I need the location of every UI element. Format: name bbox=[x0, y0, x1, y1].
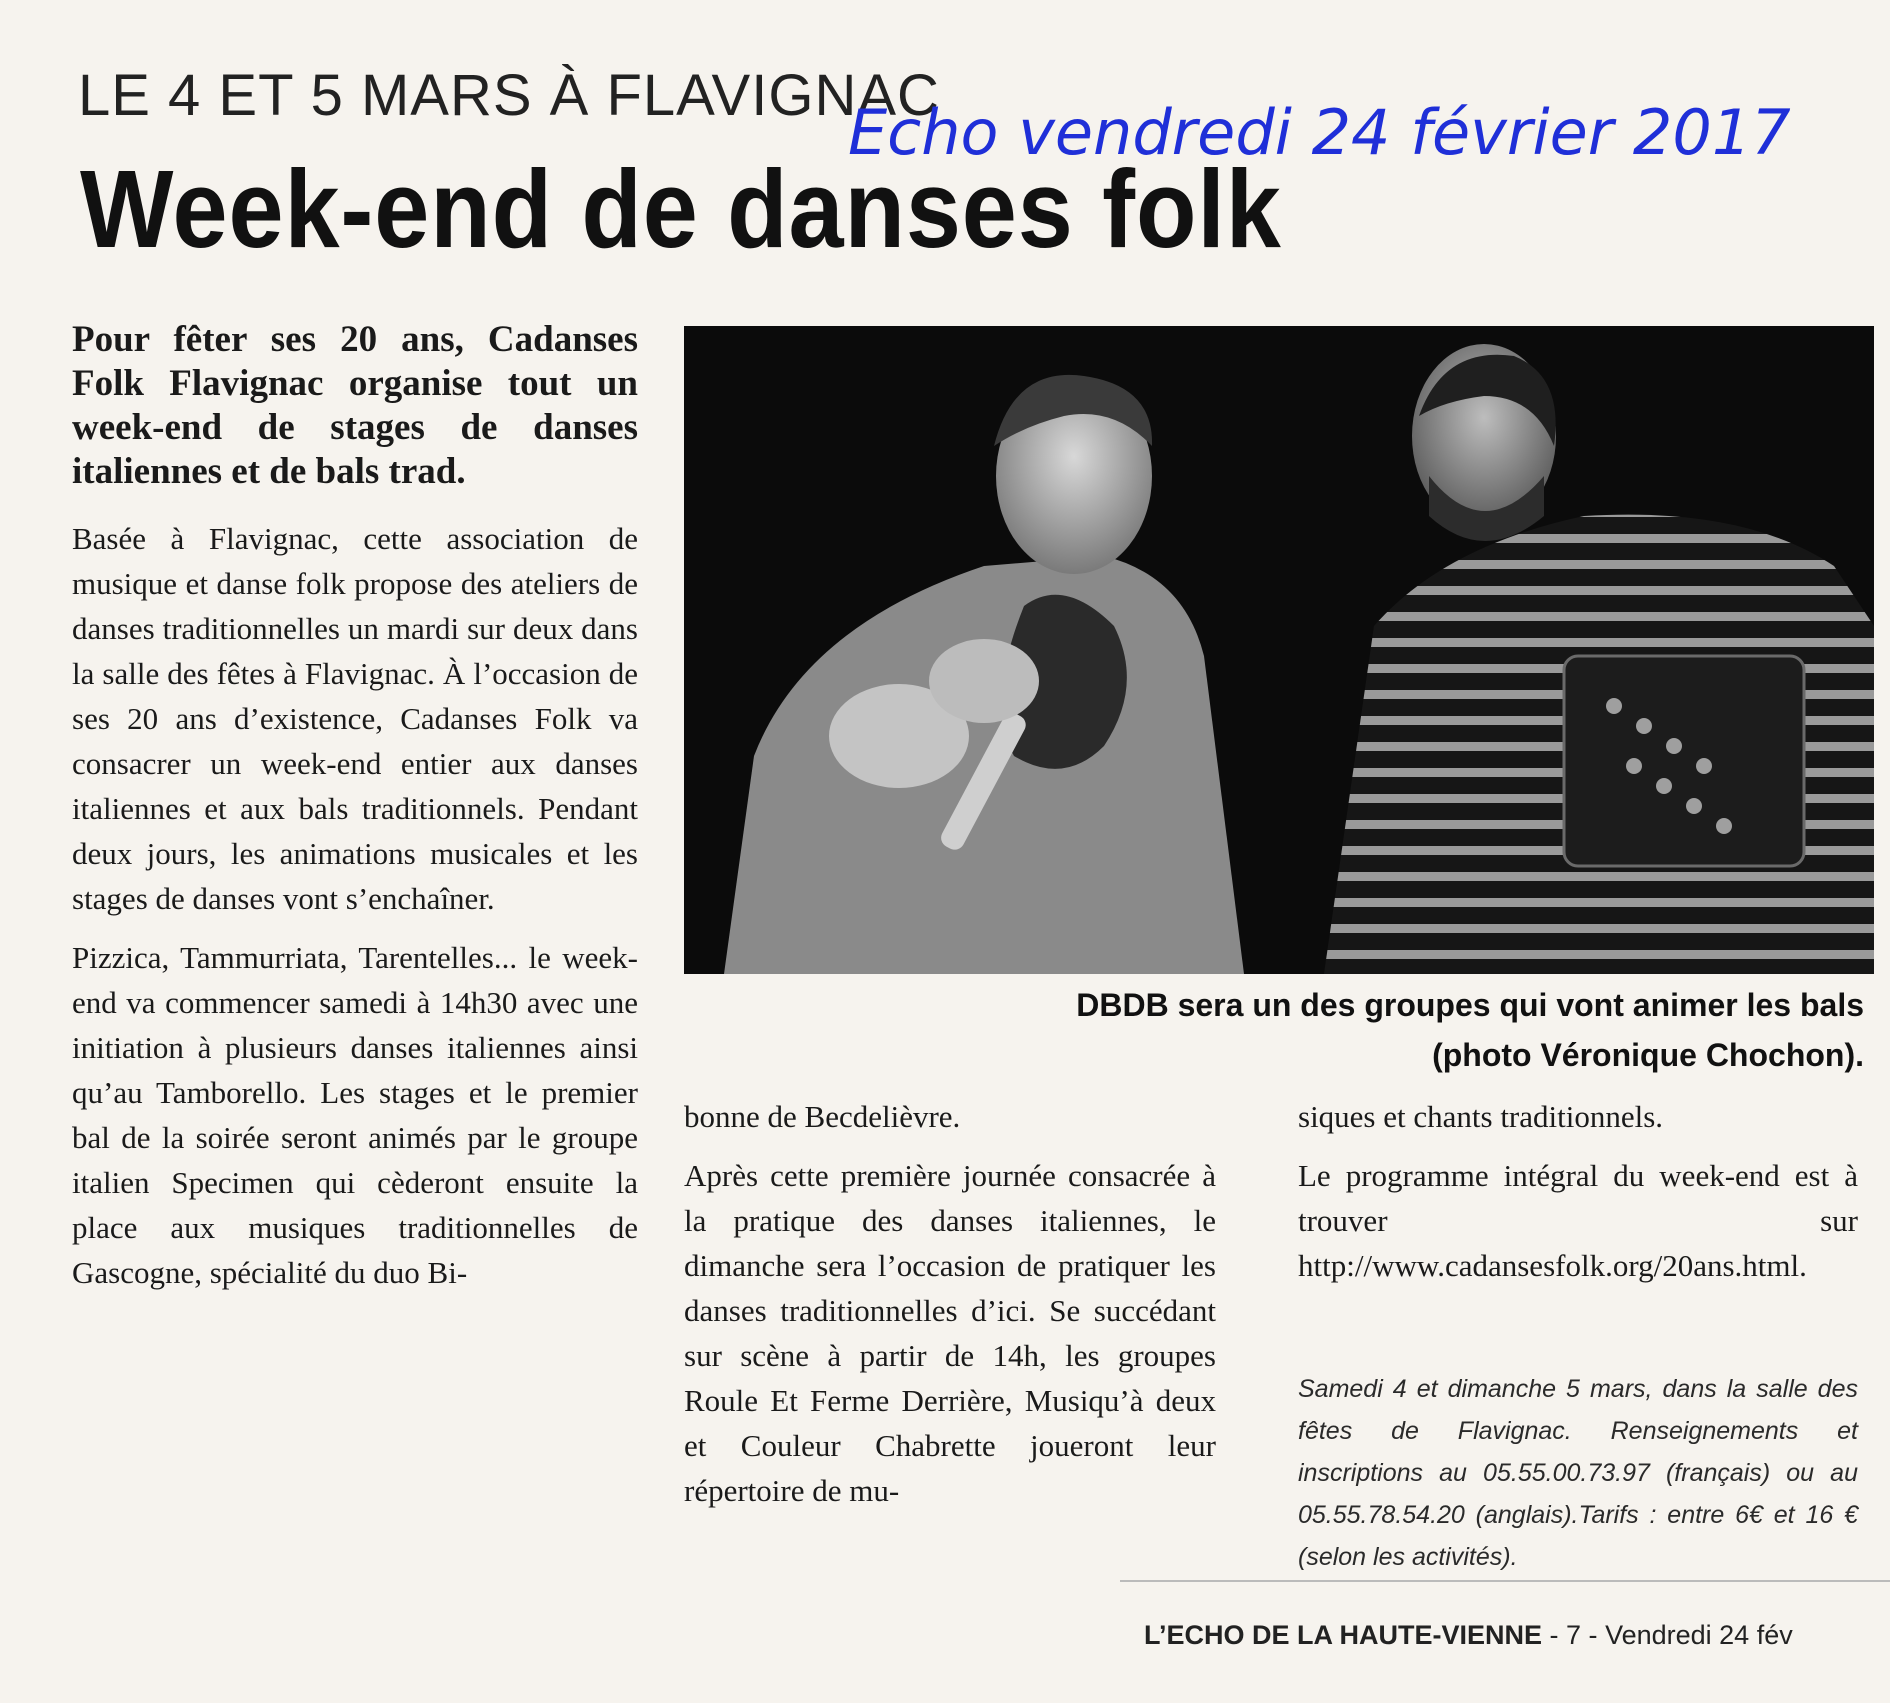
date-stamp: Echo vendredi 24 février 2017 bbox=[848, 96, 1791, 169]
photo-caption-line-1: DBDB sera un des groupes qui vont animer les bals bbox=[1076, 987, 1864, 1023]
column-2 bbox=[684, 1094, 1216, 1513]
page-divider bbox=[1120, 1580, 1890, 1582]
column-2-paragraph-2: Après cette première journée consacrée à la pratique des danses italiennes, le dimanche sera l’occasion de pratiquer les danses traditionnelles d’ici. Se succédant sur scène à partir de 14h, les groupes Roule Et Ferme Derrière, Musiqu’à deux et Couleur Chabrette joueront leur répertoire de mu- bbox=[684, 1158, 1216, 1508]
event-info-box: Samedi 4 et dimanche 5 mars, dans la salle des fêtes de Flavignac. Renseignements et inscriptions au 05.55.00.73.97 (français) ou au 05.55.78.54.20 (anglais).Tarifs : entre 6€ et 16 € (selon les activités). bbox=[1298, 1375, 1858, 1571]
column-3-paragraph-1: siques et chants traditionnels. bbox=[1298, 1099, 1664, 1134]
column-2-paragraph-1: bonne de Becdelièvre. bbox=[684, 1099, 961, 1134]
column-1-paragraph-1: Basée à Flavignac, cette association de musique et danse folk propose des ateliers de danses traditionnelles un mardi sur deux dans la salle des fêtes à Flavignac. À l’occasion de ses 20 ans d’existence, Cadanses Folk va consacrer un week-end entier aux danses italiennes et aux bals traditionnels. Pendant deux jours, les animations musicales et les stages de danses vont s’enchaîner. bbox=[72, 521, 638, 916]
footer-date: Vendredi 24 fév bbox=[1605, 1620, 1793, 1650]
band-photo-illustration bbox=[684, 326, 1874, 974]
band-photo bbox=[684, 326, 1874, 974]
photo-credit: (photo Véronique Chochon). bbox=[1432, 1037, 1864, 1073]
column-1-paragraph-2: Pizzica, Tammurriata, Tarentelles... le week-end va commencer samedi à 14h30 avec une initiation à plusieurs danses italiennes ainsi qu’au Tamborello. Les stages et le premier bal de la soirée seront animés par le groupe italien Specimen qui cèderont ensuite la place aux musiques traditionnelles de Gascogne, spécialité du duo Bi- bbox=[72, 940, 638, 1290]
page-footer bbox=[1144, 1620, 1793, 1651]
photo-caption bbox=[674, 980, 1864, 1080]
column-1 bbox=[72, 318, 638, 1295]
column-3-paragraph-2: Le programme intégral du week-end est à trouver sur http://www.cadansesfolk.org/20ans.html. bbox=[1298, 1158, 1858, 1283]
footer-page-number: - 7 - bbox=[1549, 1620, 1598, 1650]
article-lead: Pour fêter ses 20 ans, Cadanses Folk Flavignac organise tout un week-end de stages de danses italiennes et de bals trad. bbox=[72, 319, 638, 492]
column-3 bbox=[1298, 1094, 1858, 1288]
article-headline: Week-end de danses folk bbox=[80, 148, 1282, 271]
footer-paper-name: L’ECHO DE LA HAUTE-VIENNE bbox=[1144, 1620, 1543, 1650]
article-kicker: LE 4 ET 5 MARS À FLAVIGNAC bbox=[78, 63, 940, 128]
